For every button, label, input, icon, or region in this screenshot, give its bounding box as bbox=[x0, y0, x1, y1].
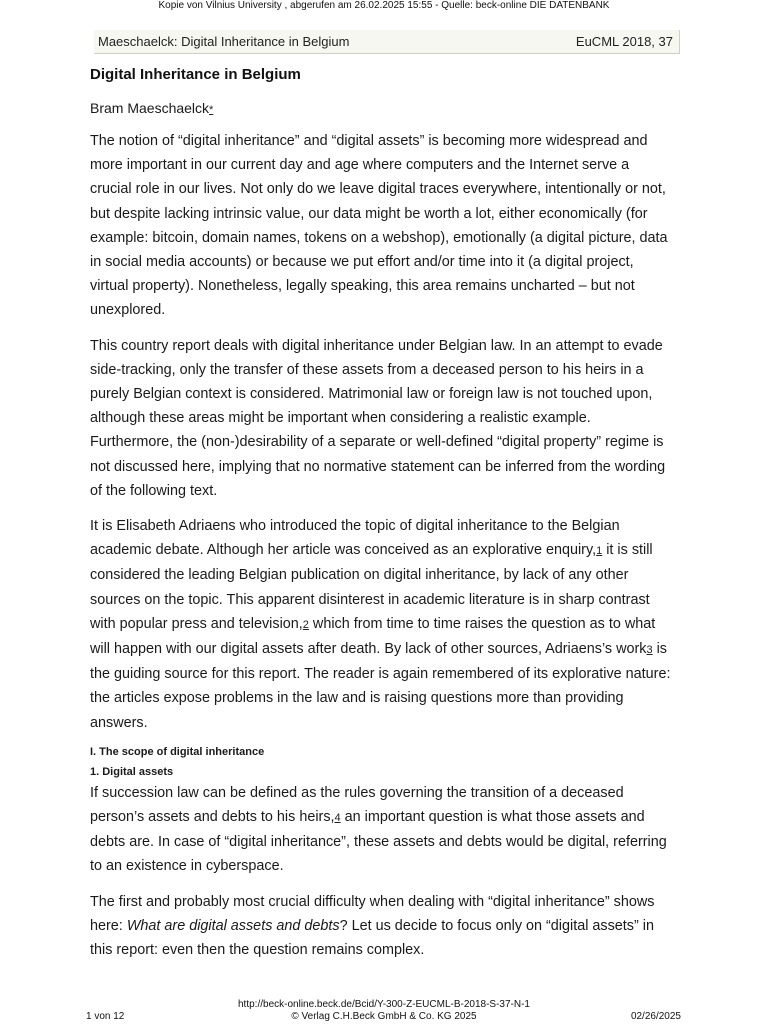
paragraph-5 bbox=[90, 890, 672, 963]
paragraph-4-text-b: an important question is what those assets and debts are. In case of “digital inheritance”, these assets and debts would be digital, referring to an existence in cyberspace. bbox=[90, 809, 667, 875]
paragraph-5-emphasis: What are digital assets and debts bbox=[126, 917, 340, 934]
paragraph-3-text-b: it is still considered the leading Belgian publication on digital inheritance, by lack of any other sources on the topic. This apparent disinterest in academic literature is in sharp contrast with popular press and television, bbox=[90, 542, 653, 632]
paragraph-4 bbox=[90, 781, 672, 879]
article-title: Digital Inheritance in Belgium bbox=[90, 66, 301, 83]
download-notice: Kopie von Vilnius University , abgerufen am 26.02.2025 15:55 - Quelle: beck-online DIE DATENBANK bbox=[158, 0, 610, 11]
running-header-citation: EuCML 2018, 37 bbox=[575, 34, 673, 49]
paragraph-2: This country report deals with digital inheritance under Belgian law. In an attempt to evade side-tracking, only the transfer of these assets from a deceased person to his heirs in a purely Belgian context is considered. Matrimonial law or foreign law is not touched upon, although these areas might be important when considering a realistic example. Furthermore, the (non-)desirability of a separate or well-defined “digital property” regime is not discussed here, implying that no normative statement can be inferred from the wording of the following text. bbox=[90, 337, 666, 499]
paragraph-1: The notion of “digital inheritance” and “digital assets” is becoming more widespread and more important in our current day and age where computers and the Internet serve a crucial role in our lives. Not only do we leave digital traces everywhere, intentionally or not, but despite lacking intrinsic value, our data might be worth a lot, either economically (for example: bitcoin, domain names, tokens on a webshop), emotionally (a digital picture, data in social media accounts) or because we put effort and/or time into it (a digital project, virtual property). Nonetheless, legally speaking, this area remains uncharted – but not unexplored. bbox=[90, 133, 668, 319]
paragraph-3-text-d: is the guiding source for this report. The reader is again remembered of its explorative nature: the articles expose problems in the law and is raising questions more than providing answers. bbox=[90, 641, 671, 731]
paragraph-3-text-a: It is Elisabeth Adriaens who introduced the topic of digital inheritance to the Belgian academic debate. Although her article was conceived as an explorative enquiry, bbox=[90, 518, 620, 559]
paragraph-3-text-c: which from time to time raises the question as to what will happen with our digital assets after death. By lack of other sources, Adriaens’s work bbox=[90, 615, 656, 658]
subsection-heading: 1. Digital assets bbox=[90, 765, 174, 778]
author-name: Bram Maeschaelck bbox=[90, 100, 210, 116]
page-counter: 1 von 12 bbox=[86, 1011, 125, 1022]
footer-date: 02/26/2025 bbox=[630, 1011, 681, 1022]
section-heading: I. The scope of digital inheritance bbox=[90, 745, 265, 758]
footnote-link-author[interactable]: * bbox=[209, 104, 214, 116]
footnote-link-4[interactable]: 4 bbox=[334, 812, 341, 825]
footnote-link-3[interactable]: 3 bbox=[646, 644, 653, 657]
paragraph-5-text-a: The first and probably most crucial difficulty when dealing with “digital inheritance” shows here: bbox=[90, 893, 655, 934]
copyright: © Verlag C.H.Beck GmbH & Co. KG 2025 bbox=[291, 1011, 477, 1022]
paragraph-5-text-b: ? Let us decide to focus only on “digital assets” in this report: even then the question remains complex. bbox=[90, 917, 654, 959]
paragraph-3 bbox=[90, 514, 672, 735]
author-line bbox=[90, 99, 672, 119]
article-body bbox=[90, 66, 672, 962]
footnote-link-2[interactable]: 2 bbox=[302, 618, 309, 631]
running-header-title: Maeschaelck: Digital Inheritance in Belgium bbox=[98, 34, 350, 49]
paragraph-4-text-a: If succession law can be defined as the rules governing the transition of a deceased person’s assets and debts to his heirs, bbox=[90, 784, 624, 826]
running-header bbox=[94, 30, 680, 54]
footnote-link-1[interactable]: 1 bbox=[596, 545, 603, 558]
footer-url: http://beck-online.beck.de/Bcid/Y-300-Z-EUCML-B-2018-S-37-N-1 bbox=[238, 999, 530, 1010]
